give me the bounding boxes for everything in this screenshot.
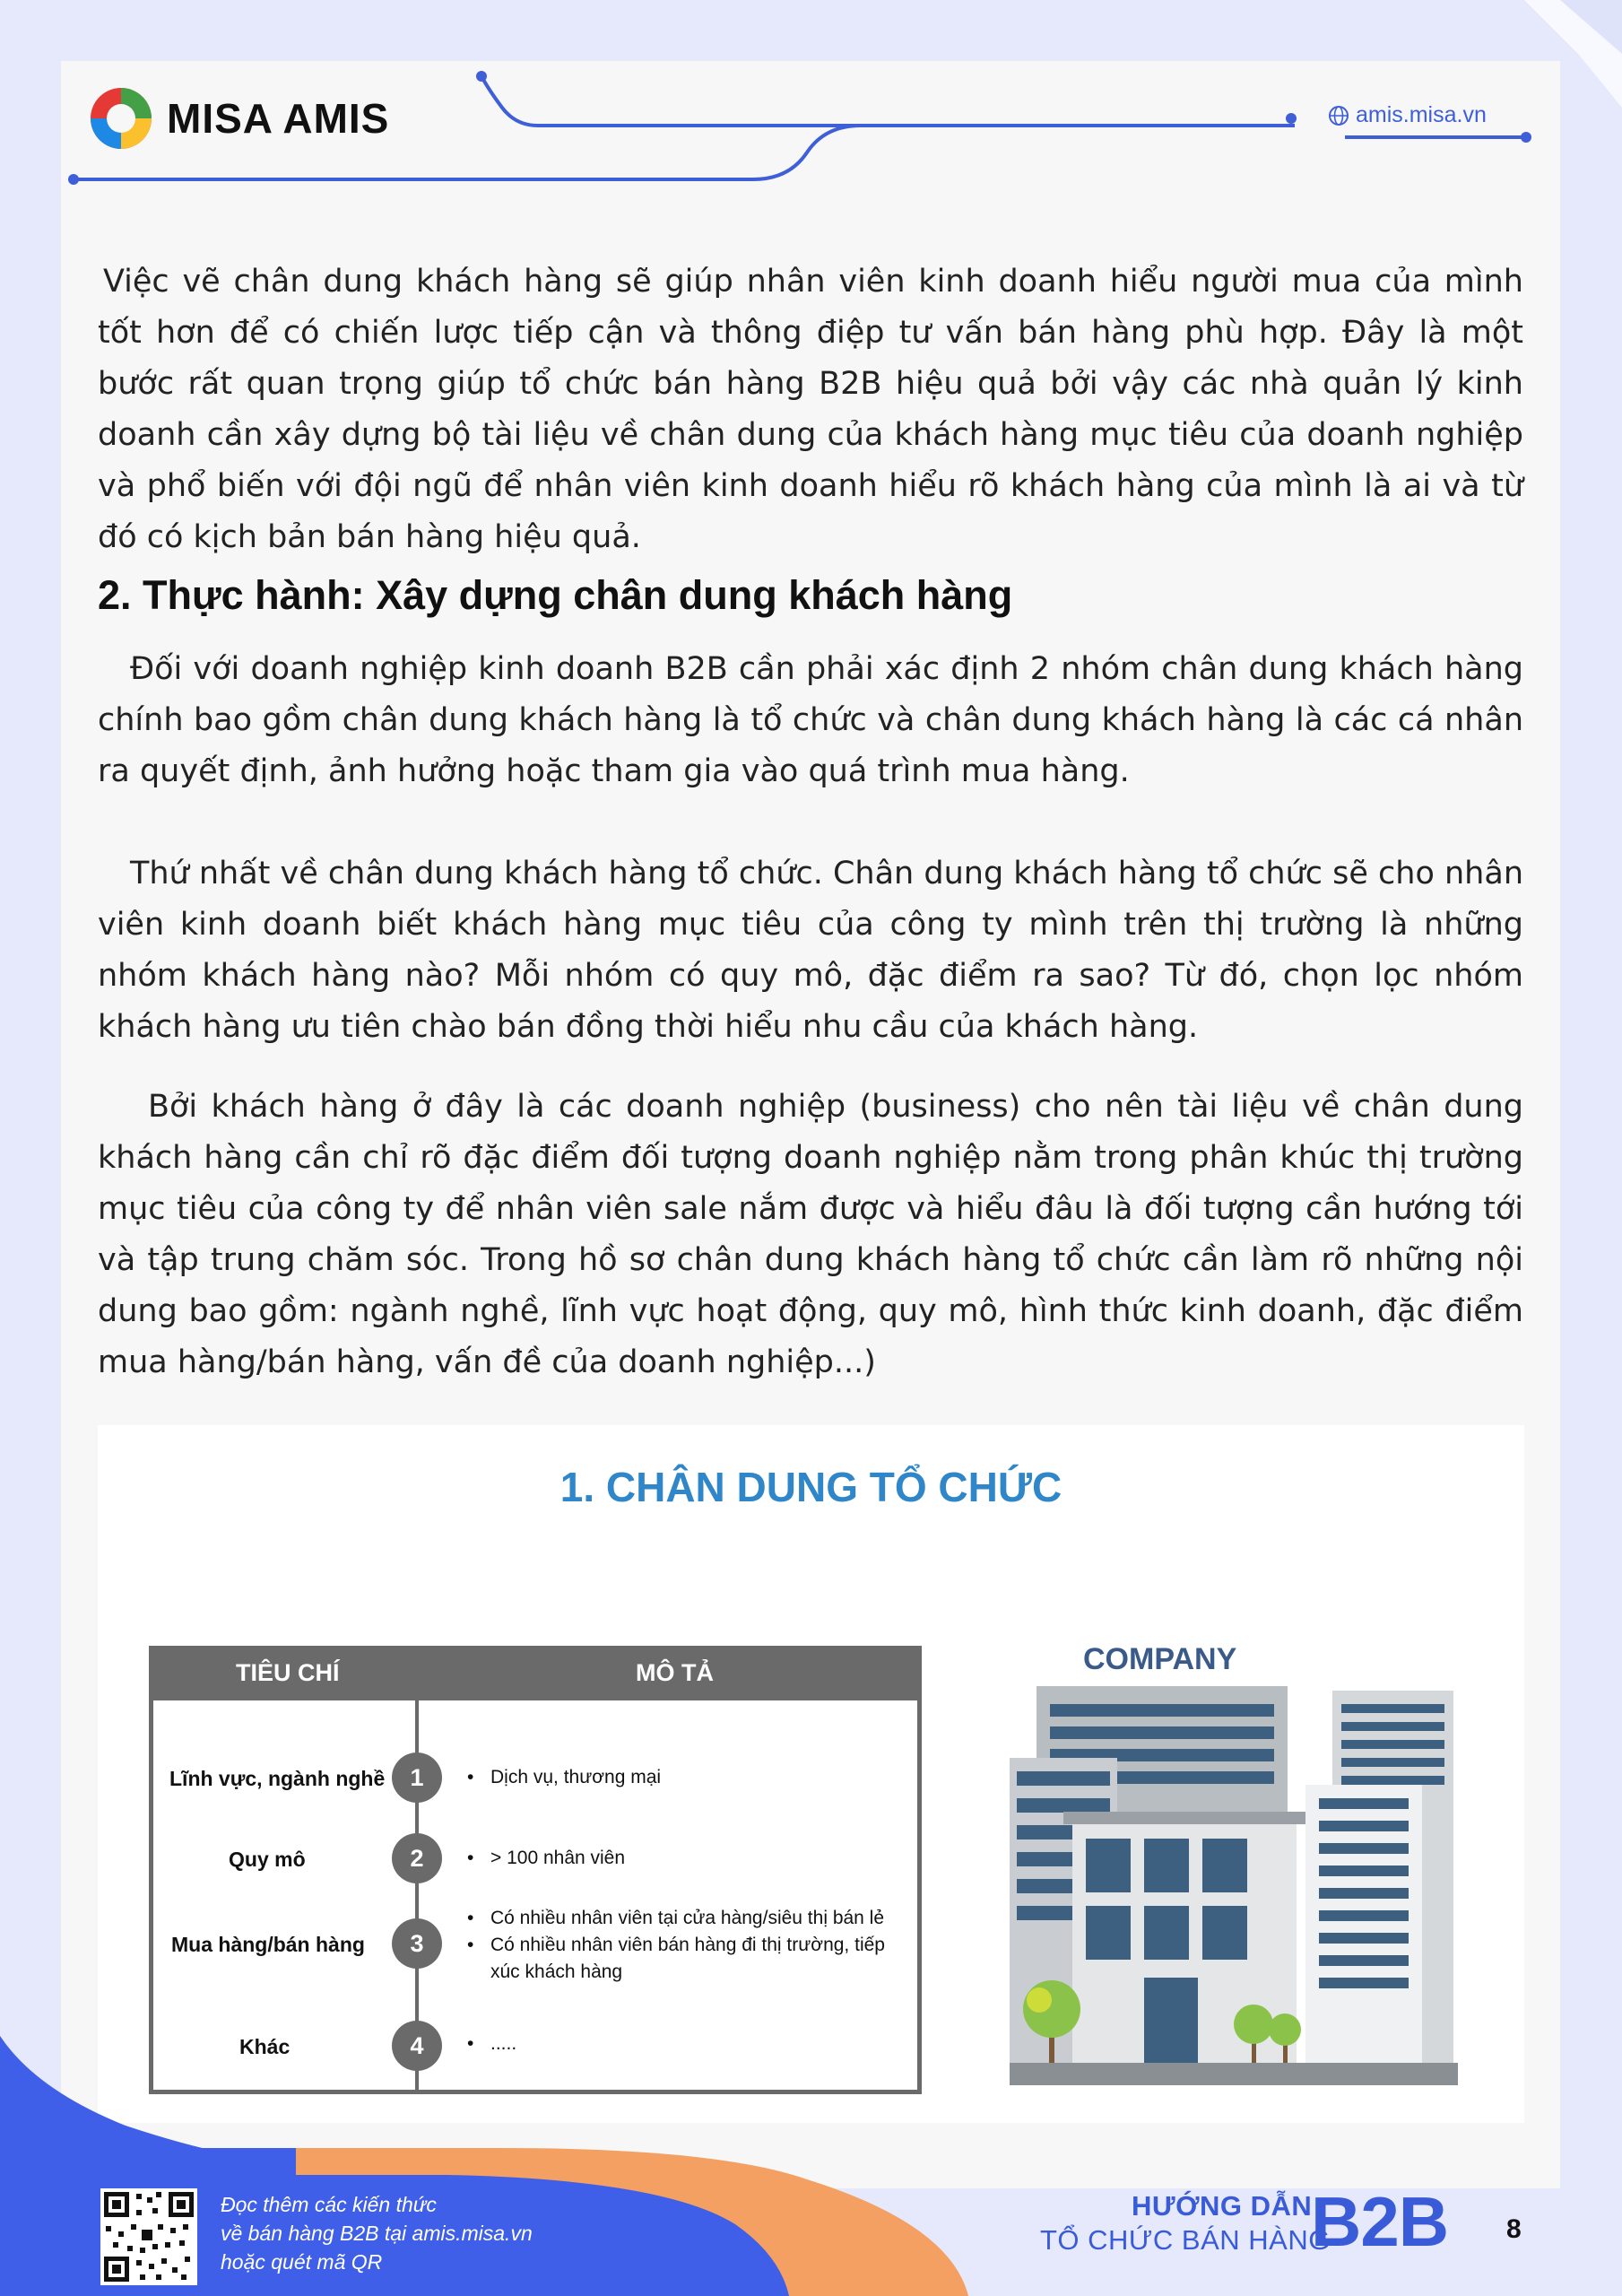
qr-caption-line: về bán hàng B2B tại amis.misa.vn (221, 2222, 533, 2245)
qr-caption-line: hoặc quét mã QR (221, 2250, 383, 2274)
paragraph-organization: Thứ nhất về chân dung khách hàng tổ chức. Chân dung khách hàng tổ chức sẽ cho nhân viên kinh doanh biết khách hàng mục tiêu của công ty mình trên thị trường là những nhóm khách hàng nào? Mỗi nhóm có quy mô, đặc điểm ra sao? Từ đó, chọn lọc nhóm khách hàng ưu tiên chào bán đồng thời hiểu nhu cầu của khách hàng. (98, 856, 1523, 1045)
bullet-text: • Có nhiều nhân viên bán hàng đi thị trường, tiếp (467, 1932, 885, 1959)
paragraph-business-details: Bởi khách hàng ở đây là các doanh nghiệp (business) cho nên tài liệu về chân dung khách hàng cần chỉ rõ đặc điểm đối tượng doanh nghiệp nằm trong phân khúc thị trường mục tiêu của công ty để nhân viên sale nắm được và hiểu đâu là đối tượng cần hướng tới và tập trung chăm sóc. Trong hồ sơ chân dung khách hàng tổ chức cần làm rõ những nội dung bao gồm: ngành nghề, lĩnh vực hoạt động, quy mô, hình thức kinh doanh, đặc điểm mua hàng/bán hàng, vấn đề của doanh nghiệp...) (98, 1089, 1523, 1380)
bullet-continuation: xúc khách hàng (490, 1961, 623, 1982)
row-number-1: 1 (392, 1752, 442, 1803)
section-heading: 2. Thực hành: Xây dựng chân dung khách hàng (98, 572, 1013, 618)
bullet-text: • Dịch vụ, thương mại (467, 1764, 661, 1791)
bullet-text: • Có nhiều nhân viên tại cửa hàng/siêu thị bán lẻ (467, 1905, 885, 1932)
row-label-scale: Quy mô (229, 1848, 306, 1871)
guide-title-line1: HƯỚNG DẪN (1132, 2190, 1313, 2222)
brand-name: MISA AMIS (167, 95, 390, 142)
row-label-purchasing: Mua hàng/bán hàng (171, 1933, 365, 1956)
column-header-criteria: TIÊU CHÍ (236, 1659, 340, 1686)
column-header-description: MÔ TẢ (636, 1659, 714, 1686)
page-number: 8 (1506, 2214, 1522, 2244)
row-number-3: 3 (392, 1918, 442, 1969)
guide-brand-b2b: B2B (1311, 2182, 1449, 2261)
row-number-4: 4 (392, 2021, 442, 2071)
company-label: COMPANY (1083, 1642, 1237, 1676)
bullet-text: • > 100 nhân viên (467, 1845, 625, 1872)
guide-title-line2: TỔ CHỨC BÁN HÀNG (1040, 2224, 1331, 2256)
qr-caption (221, 2190, 533, 2276)
bullet-text: • ..... (467, 2031, 516, 2057)
figure-title: 1. CHÂN DUNG TỔ CHỨC (559, 1464, 1063, 1510)
row-label-other: Khác (239, 2035, 291, 2058)
qr-caption-line: Đọc thêm các kiến thức (221, 2193, 437, 2216)
row-label-industry: Lĩnh vực, ngành nghề (169, 1767, 386, 1790)
paragraph-intro: Việc vẽ chân dung khách hàng sẽ giúp nhân viên kinh doanh hiểu người mua của mình tốt hơn để có chiến lược tiếp cận và thông điệp tư vấn bán hàng phù hợp. Đây là một bước rất quan trọng giúp tổ chức bán hàng B2B hiệu quả bởi vậy các nhà quản lý kinh doanh cần xây dựng bộ tài liệu về chân dung của khách hàng mục tiêu của doanh nghiệp và phổ biến với đội ngũ để nhân viên kinh doanh hiểu rõ khách hàng của mình là ai và từ đó có kịch bản bán hàng hiệu quả. (98, 264, 1523, 555)
paragraph-b2b-groups: Đối với doanh nghiệp kinh doanh B2B cần phải xác định 2 nhóm chân dung khách hàng chính bao gồm chân dung khách hàng là tổ chức và chân dung khách hàng là các cá nhân ra quyết định, ảnh hưởng hoặc tham gia vào quá trình mua hàng. (98, 651, 1523, 789)
website-text: amis.misa.vn (1356, 102, 1487, 127)
qr-code-icon (100, 2188, 197, 2285)
row-number-2: 2 (392, 1833, 442, 1883)
